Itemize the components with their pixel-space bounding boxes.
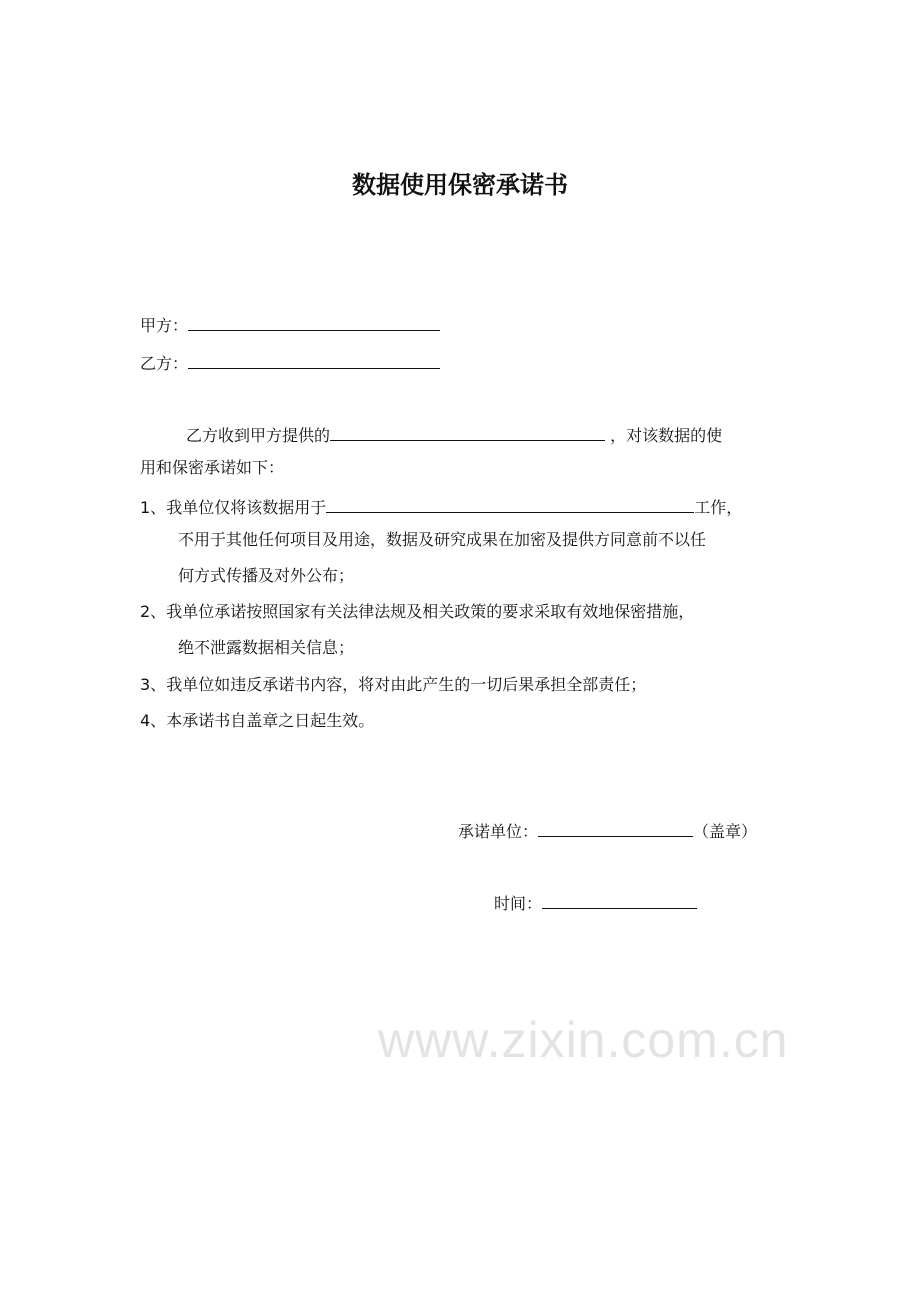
unit-label: 承诺单位： — [458, 822, 539, 841]
party-b-label: 乙方： — [140, 354, 189, 373]
item-1 — [140, 495, 742, 518]
item-text-after: 工作， — [694, 498, 743, 517]
item-1-line-2: 不用于其他任何项目及用途，数据及研究成果在加密及提供方同意前不以任 — [178, 530, 707, 549]
intro-text: 乙方收到甲方提供的 — [186, 426, 331, 445]
purpose-blank[interactable] — [326, 495, 694, 513]
item-text: 本承诺书自盖章之日起生效。 — [166, 711, 375, 730]
item-1-line-3: 何方式传播及对外公布； — [178, 566, 355, 585]
watermark: www.zixin.com.cn — [378, 1012, 789, 1068]
data-name-blank[interactable] — [330, 423, 605, 441]
item-text: 我单位仅将该数据用于 — [166, 498, 327, 517]
item-number: 1、 — [140, 498, 167, 517]
item-4 — [140, 711, 374, 731]
party-a-label: 甲方： — [140, 316, 189, 335]
item-3 — [140, 675, 646, 695]
item-text: 我单位承诺按照国家有关法律法规及相关政策的要求采取有效地保密措施， — [166, 602, 695, 621]
party-b-blank[interactable] — [188, 351, 440, 369]
party-b-line — [140, 351, 440, 374]
item-number: 4、 — [140, 711, 167, 730]
intro-line-1 — [186, 423, 722, 446]
date-blank[interactable] — [542, 891, 697, 909]
intro-line-2: 用和保密承诺如下： — [140, 458, 285, 477]
unit-blank[interactable] — [538, 819, 693, 837]
seal-note: （盖章） — [693, 822, 758, 841]
item-2 — [140, 602, 694, 622]
intro-text-after: ，对该数据的使 — [605, 426, 723, 445]
party-a-blank[interactable] — [188, 313, 440, 331]
date-label: 时间： — [494, 894, 543, 913]
item-text: 我单位如违反承诺书内容，将对由此产生的一切后果承担全部责任； — [166, 675, 647, 694]
item-2-line-2: 绝不泄露数据相关信息； — [178, 638, 355, 657]
signature-date-line — [494, 891, 697, 914]
party-a-line — [140, 313, 440, 336]
signature-unit-line — [458, 819, 757, 842]
document-title: 数据使用保密承诺书 — [352, 171, 568, 199]
item-number: 3、 — [140, 675, 167, 694]
item-number: 2、 — [140, 602, 167, 621]
